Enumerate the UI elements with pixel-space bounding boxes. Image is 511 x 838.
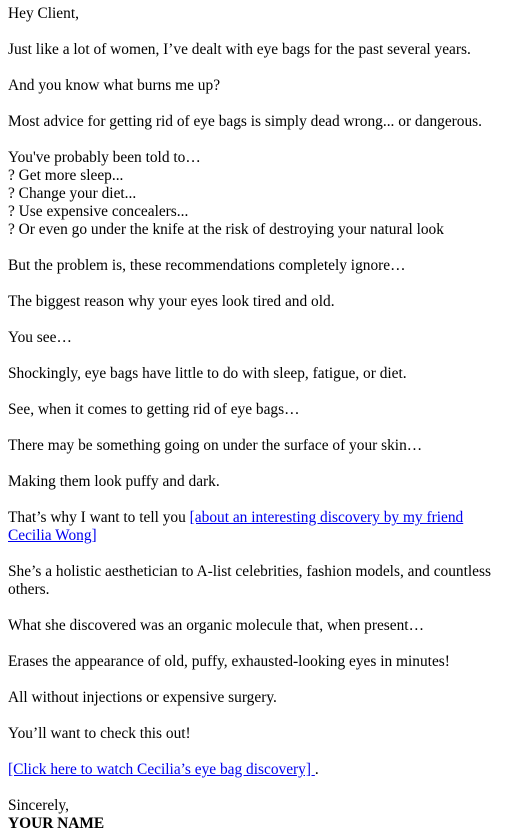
- advice-list-item: ? Or even go under the knife at the risk of destroying your natural look: [8, 221, 444, 238]
- paragraph: You’ll want to check this out!: [8, 725, 191, 742]
- advice-list-item: ? Use expensive concealers...: [8, 203, 189, 220]
- paragraph: She’s a holistic aesthetician to A-list celebrities, fashion models, and countless others.: [8, 563, 491, 598]
- paragraph: What she discovered was an organic molecule that, when present…: [8, 617, 424, 634]
- cta-period: .: [314, 761, 319, 778]
- paragraph: See, when it comes to getting rid of eye bags…: [8, 401, 300, 418]
- paragraph: The biggest reason why your eyes look tired and old.: [8, 293, 335, 310]
- paragraph: Most advice for getting rid of eye bags is simply dead wrong... or dangerous.: [8, 113, 483, 130]
- signature: YOUR NAME: [8, 815, 105, 832]
- paragraph: Erases the appearance of old, puffy, exhausted-looking eyes in minutes!: [8, 653, 450, 670]
- cta-paragraph: [8, 761, 503, 779]
- paragraph: Just like a lot of women, I’ve dealt with eye bags for the past several years.: [8, 41, 471, 58]
- advice-list-intro: You've probably been told to…: [8, 149, 201, 166]
- watch-discovery-link[interactable]: [Click here to watch Cecilia’s eye bag discovery]: [8, 761, 315, 778]
- discovery-text: That’s why I want to tell you: [8, 509, 190, 526]
- discovery-paragraph: [8, 509, 503, 545]
- paragraph: You see…: [8, 329, 72, 346]
- greeting: Hey Client,: [8, 5, 79, 22]
- paragraph: Making them look puffy and dark.: [8, 473, 220, 490]
- paragraph: But the problem is, these recommendations completely ignore…: [8, 257, 406, 274]
- advice-list-item: ? Change your diet...: [8, 185, 137, 202]
- paragraph: And you know what burns me up?: [8, 77, 221, 94]
- paragraph: Shockingly, eye bags have little to do with sleep, fatigue, or diet.: [8, 365, 407, 382]
- signoff-text: Sincerely,: [8, 797, 69, 814]
- paragraph: All without injections or expensive surgery.: [8, 689, 277, 706]
- advice-list-item: ? Get more sleep...: [8, 167, 124, 184]
- paragraph: There may be something going on under the surface of your skin…: [8, 437, 423, 454]
- advice-list: [8, 149, 503, 239]
- discovery-link[interactable]: [about an interesting discovery by my friend Cecilia Wong]: [8, 509, 464, 544]
- signoff: [8, 797, 503, 833]
